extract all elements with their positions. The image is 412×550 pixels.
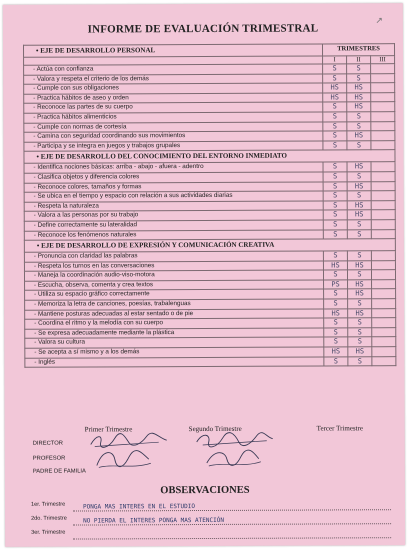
grade-mark-t2: S: [347, 270, 371, 280]
observation-line-3: [31, 528, 391, 540]
criterion-text: Coordina el ritmo y la melodía con su cuerpo: [38, 319, 164, 327]
criterion-text: Actúa con confianza: [36, 65, 94, 73]
criterion-label: - Inglés: [25, 357, 324, 368]
grade-mark-t3: [371, 140, 395, 150]
observations-title: OBSERVACIONES: [160, 484, 250, 497]
grade-mark-t1: S: [324, 289, 348, 299]
criterion-label: - Identifica nociones básicas: arriba - abajo - afuera - adentro: [24, 162, 323, 173]
criterion-label: - Maneja la coordinación audio-viso-motora: [24, 270, 323, 281]
grade-mark-t1: S: [323, 229, 347, 239]
grade-mark-t3: [372, 299, 396, 309]
signature-header-2: Segundo Trimestre: [188, 424, 242, 434]
grade-mark-t1: S: [323, 191, 347, 201]
grade-mark-t1: PS: [324, 280, 348, 290]
trimester-number: II: [347, 56, 371, 64]
criterion-label: - Valora y respeta el criterio de los demás: [24, 74, 323, 85]
grade-mark-t1: HS: [324, 347, 348, 357]
criterion-text: Pronuncia con claridad las palabras: [37, 252, 138, 260]
grade-mark-t2: HS: [348, 347, 372, 357]
criterion-label: - Cumple con sus obligaciones: [24, 83, 323, 94]
trimester-number: I: [323, 56, 347, 64]
observation-text-2: NO PIERDA EL INTERES PONGA MAS ATENCIÓN: [83, 516, 224, 525]
criterion-text: Participa y se integra en juegos y trabajos grupales: [37, 141, 181, 150]
grade-mark-t3: [372, 328, 396, 338]
grade-mark-t1: HS: [323, 83, 347, 93]
grade-mark-t2: S: [347, 172, 371, 182]
grade-mark-t1: S: [323, 102, 347, 112]
grade-mark-t2: S: [347, 64, 371, 74]
grade-mark-t1: S: [323, 220, 347, 230]
criterion-text: Cumple con sus obligaciones: [37, 84, 119, 92]
trimesters-header: TRIMESTRES: [322, 44, 394, 56]
criterion-label: - Se ubica en el tiempo y espacio con relación a sus actividades diarias: [24, 191, 323, 202]
grade-mark-t3: [371, 73, 395, 83]
criterion-text: Utiliza su espacio gráfico correctamente: [37, 290, 150, 299]
report-title: INFORME DE EVALUACIÓN TRIMESTRAL: [87, 22, 319, 36]
grade-mark-t1: S: [324, 337, 348, 347]
criterion-label: - Se expresa adecuadamente mediante la plástica: [25, 328, 324, 339]
section-title-text: EJE DE DESARROLLO DEL CONOCIMIENTO DEL ENTORNO INMEDIATO: [40, 151, 287, 162]
observation-label-1: 1er. Trimestre: [30, 501, 66, 508]
criterion-text: Cumple con normas de cortesía: [37, 122, 127, 131]
criterion-text: Reconoce colores, tamaños y formas: [37, 182, 142, 191]
criterion-text: Se expresa adecuadamente mediante la plástica: [38, 328, 175, 337]
criterion-label: - Reconoce los fenómenos naturales: [24, 229, 323, 240]
grade-mark-t3: [371, 260, 395, 270]
signature-header-1: Primer Trimestre: [84, 425, 133, 434]
criterion-text: Se ubica en el tiempo y espacio con relación a sus actividades diarias: [37, 192, 233, 200]
grade-mark-t3: [371, 92, 395, 102]
observation-label-2: 2do. Trimestre: [31, 515, 67, 522]
grade-mark-t2: HS: [347, 93, 371, 103]
observation-line-2: [31, 514, 391, 526]
report-sheet: [3, 3, 405, 547]
grade-mark-t3: [372, 356, 396, 366]
criterion-text: Define correctamente su lateralidad: [37, 221, 138, 229]
grade-mark-t2: S: [348, 318, 372, 328]
signature-row-profesor: PROFESOR: [32, 455, 66, 462]
grade-mark-t1: S: [323, 141, 347, 151]
grade-mark-t1: S: [323, 121, 347, 131]
criterion-text: Reconoce las partes de su cuerpo: [37, 103, 133, 112]
criterion-label: - Clasifica objetos y diferencia colores: [24, 172, 323, 183]
grade-mark-t1: S: [323, 131, 347, 141]
criterion-text: Valora y respeta el criterio de los demás: [36, 74, 149, 83]
grade-mark-t3: [372, 280, 396, 290]
criterion-label: - Respeta la naturaleza: [24, 201, 323, 212]
criterion-text: Maneja la coordinación audio-viso-motora: [37, 271, 155, 280]
criterion-label: - Pronuncia con claridad las palabras: [24, 251, 323, 262]
grade-mark-t1: S: [323, 112, 347, 122]
grade-mark-t3: [372, 308, 396, 318]
observation-line-1: [31, 500, 391, 512]
criterion-label: - Escucha, observa, comenta y crea textos: [25, 280, 324, 291]
grade-mark-t1: HS: [323, 261, 347, 271]
grade-mark-t2: S: [347, 220, 371, 230]
grade-mark-t1: HS: [323, 93, 347, 103]
criterion-text: Escucha, observa, comenta y crea textos: [37, 281, 154, 289]
criterion-label: - Utiliza su espacio gráfico correctamente: [25, 289, 324, 300]
criterion-label: - Practica hábitos de aseo y orden: [24, 93, 323, 104]
grade-mark-t3: [371, 162, 395, 172]
criterion-text: Clasifica objetos y diferencia colores: [37, 173, 140, 181]
criterion-label: - Actúa con confianza: [24, 64, 323, 75]
grade-mark-t2: HS: [347, 131, 371, 141]
criterion-label: - Reconoce las partes de su cuerpo: [24, 102, 323, 113]
criterion-label: - Memoriza la letra de canciones, poesías, trabalenguas: [25, 299, 324, 310]
grade-mark-t2: S: [348, 337, 372, 347]
grade-mark-t3: [371, 229, 395, 239]
criterion-text: Valora a las personas por su trabajo: [37, 211, 139, 220]
grade-mark-t2: HS: [347, 102, 371, 112]
criterion-text: Respeta los turnos en las conversaciones: [37, 261, 155, 270]
criterion-text: Identifica nociones básicas: arriba - abajo - afuera - adentro: [37, 163, 204, 172]
signature-profesor-t2: [203, 447, 263, 471]
criterion-label: - Practica hábitos alimenticios: [24, 112, 323, 123]
grade-mark-t1: S: [324, 318, 348, 328]
criterion-text: Practica hábitos de aseo y orden: [37, 94, 129, 102]
grade-mark-t2: S: [347, 73, 371, 83]
grade-mark-t1: S: [323, 172, 347, 182]
grade-mark-t2: HS: [347, 200, 371, 210]
grade-mark-t2: S: [347, 251, 371, 261]
criterion-label: - Mantiene posturas adecuadas al estar sentado o de pie: [25, 309, 324, 320]
criterion-text: Respeta la naturaleza: [37, 202, 99, 210]
grade-mark-t1: S: [323, 73, 347, 83]
criterion-label: - Se acepta a sí mismo y a los demás: [25, 347, 324, 358]
signature-profesor-t1: [93, 447, 153, 471]
grade-mark-t2: S: [347, 121, 371, 131]
grade-mark-t1: HS: [324, 309, 348, 319]
grade-mark-t2: HS: [347, 83, 371, 93]
section-title: • EJE DE DESARROLLO PERSONAL: [23, 44, 322, 57]
section-title-text: EJE DE DESARROLLO PERSONAL: [40, 46, 156, 55]
criterion-label: - Reconoce colores, tamaños y formas: [24, 182, 323, 193]
criterion-label: - Define correctamente su lateralidad: [24, 220, 323, 231]
grade-mark-t1: S: [323, 270, 347, 280]
criterion-label: - Participa y se integra en juegos y trabajos grupales: [24, 141, 323, 152]
grade-mark-t3: [371, 270, 395, 280]
grade-mark-t2: S: [348, 328, 372, 338]
grade-mark-t2: S: [348, 356, 372, 366]
grade-mark-t2: HS: [347, 181, 371, 191]
grade-mark-t3: [371, 64, 395, 74]
grade-mark-t3: [371, 83, 395, 93]
grade-mark-t3: [371, 131, 395, 141]
section-title: • EJE DE DESARROLLO DEL CONOCIMIENTO DEL ENTORNO INMEDIATO: [24, 150, 395, 164]
criterion-label: - Cumple con normas de cortesía: [24, 122, 323, 133]
criterion-label: - Valora su cultura: [25, 337, 324, 348]
criterion-text: Valora su cultura: [38, 338, 85, 347]
grade-mark-t2: S: [348, 299, 372, 309]
signature-row-padre: PADRE DE FAMILIA: [32, 468, 86, 475]
criterion-text: Se acepta a sí mismo y a los demás: [38, 348, 140, 356]
grade-mark-t1: S: [324, 356, 348, 366]
grade-mark-t3: [372, 289, 396, 299]
grade-mark-t2: HS: [348, 289, 372, 299]
grade-mark-t3: [371, 112, 395, 122]
grade-mark-t1: S: [323, 201, 347, 211]
grade-mark-t2: HS: [347, 260, 371, 270]
trimester-number: III: [371, 56, 395, 64]
criterion-text: Inglés: [38, 358, 56, 366]
evaluation-table: [23, 43, 396, 368]
evaluation-row: [25, 356, 396, 367]
grade-mark-t2: S: [347, 141, 371, 151]
grade-mark-t3: [371, 200, 395, 210]
section-title: • EJE DE DESARROLLO DE EXPRESIÓN Y COMUNICACIÓN CREATIVA: [24, 239, 395, 253]
criterion-label: - Respeta los turnos en las conversaciones: [24, 261, 323, 272]
criterion-text: Mantiene posturas adecuadas al estar sentado o de pie: [38, 309, 194, 318]
criterion-label: - Valora a las personas por su trabajo: [24, 210, 323, 221]
grade-mark-t1: S: [323, 64, 347, 74]
criterion-text: Camina con seguridad coordinando sus movimientos: [37, 132, 186, 140]
grade-mark-t3: [372, 337, 396, 347]
grade-mark-t3: [371, 220, 395, 230]
grade-mark-t1: S: [323, 251, 347, 261]
grade-mark-t3: [371, 121, 395, 131]
grade-mark-t3: [371, 172, 395, 182]
grade-mark-t2: HS: [347, 210, 371, 220]
grade-mark-t2: HS: [347, 162, 371, 172]
criterion-label: - Camina con seguridad coordinando sus movimientos: [24, 131, 323, 142]
observation-text-1: PONGA MAS INTERES EN EL ESTUDIO: [82, 503, 196, 511]
grade-mark-t3: [371, 210, 395, 220]
criterion-text: Memoriza la letra de canciones, poesías, trabalenguas: [37, 300, 191, 308]
grade-mark-t2: HS: [348, 280, 372, 290]
grade-mark-t3: [371, 102, 395, 112]
grade-mark-t1: S: [324, 299, 348, 309]
criterion-label: - Coordina el ritmo y la melodía con su cuerpo: [25, 318, 324, 329]
section-title-text: EJE DE DESARROLLO DE EXPRESIÓN Y COMUNICACIÓN CREATIVA: [41, 240, 275, 250]
grade-mark-t2: S: [347, 191, 371, 201]
grade-mark-t3: [371, 181, 395, 191]
signature-row-director: DIRECTOR: [32, 440, 63, 447]
grade-mark-t3: [371, 191, 395, 201]
grade-mark-t1: S: [323, 210, 347, 220]
signature-header-3: Tercer Trimestre: [316, 424, 364, 433]
grade-mark-t3: [372, 318, 396, 328]
grade-mark-t3: [372, 347, 396, 357]
criterion-text: Practica hábitos alimenticios: [37, 113, 117, 121]
grade-mark-t3: [371, 251, 395, 261]
corner-mark: ↗: [375, 15, 383, 26]
criterion-text: Reconoce los fenómenos naturales: [37, 230, 137, 239]
grade-mark-t1: S: [324, 328, 348, 338]
grade-mark-t1: S: [323, 181, 347, 191]
grade-mark-t1: S: [323, 162, 347, 172]
observation-label-3: 3er. Trimestre: [31, 529, 66, 536]
grade-mark-t2: S: [347, 229, 371, 239]
grade-mark-t2: S: [347, 112, 371, 122]
grade-mark-t2: HS: [348, 308, 372, 318]
